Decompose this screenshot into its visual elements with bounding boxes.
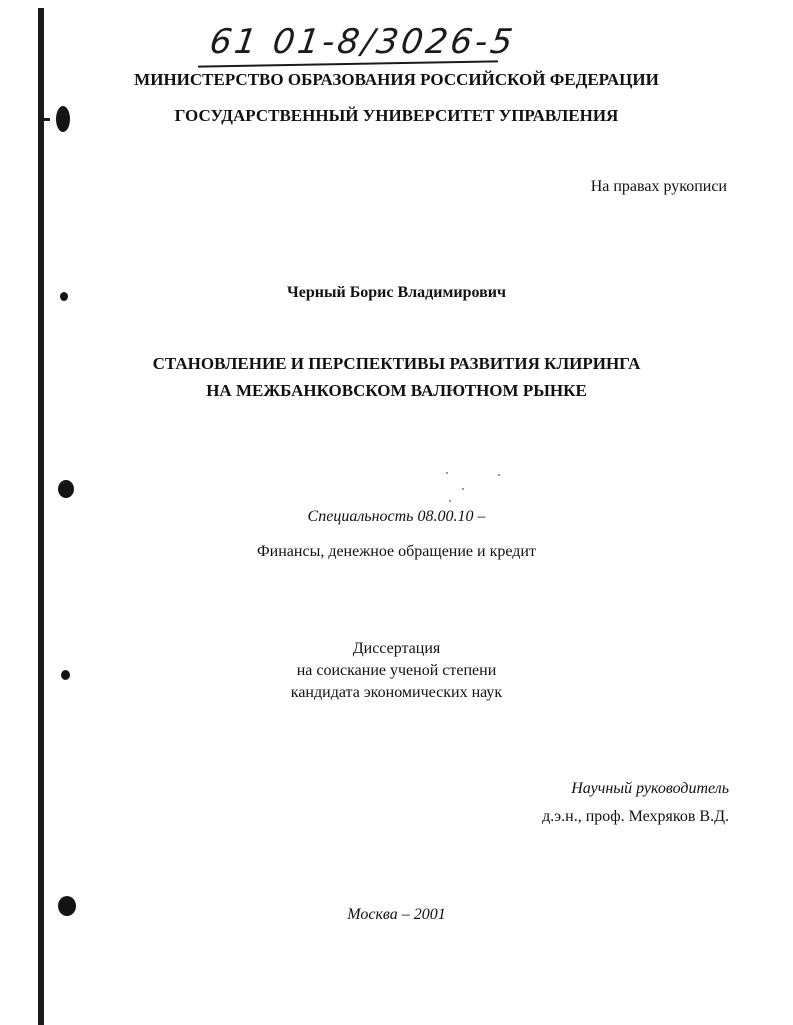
specialty-name: Финансы, денежное обращение и кредит xyxy=(257,543,536,560)
supervisor-name: д.э.н., проф. Мехряков В.Д. xyxy=(542,808,729,825)
supervisor-label: Научный руководитель xyxy=(571,780,729,797)
scan-speck xyxy=(498,474,500,476)
dissertation-title-line-2: НА МЕЖБАНКОВСКОМ ВАЛЮТНОМ РЫНКЕ xyxy=(206,381,587,400)
scan-speck xyxy=(449,500,451,502)
city-year: Москва – 2001 xyxy=(347,906,446,923)
archive-code: 61 01-8/3026-5 xyxy=(207,22,518,62)
degree-sought: на соискание ученой степени xyxy=(296,662,497,679)
degree-name: кандидата экономических наук xyxy=(290,684,503,701)
scan-speck xyxy=(446,472,448,474)
author-name: Черный Борис Владимирович xyxy=(287,284,506,301)
specialty-label: Специальность 08.00.10 – xyxy=(307,508,486,525)
university-heading: ГОСУДАРСТВЕННЫЙ УНИВЕРСИТЕТ УПРАВЛЕНИЯ xyxy=(174,106,619,125)
rights-note: На правах рукописи xyxy=(590,178,727,195)
dissertation-type: Диссертация xyxy=(352,640,441,657)
punch-hole-mark xyxy=(58,480,74,498)
ministry-heading: МИНИСТЕРСТВО ОБРАЗОВАНИЯ РОССИЙСКОЙ ФЕДЕРАЦИИ xyxy=(134,70,659,89)
dissertation-title-line-1: СТАНОВЛЕНИЕ И ПЕРСПЕКТИВЫ РАЗВИТИЯ КЛИРИНГА xyxy=(152,354,641,373)
scan-speck xyxy=(462,488,464,490)
